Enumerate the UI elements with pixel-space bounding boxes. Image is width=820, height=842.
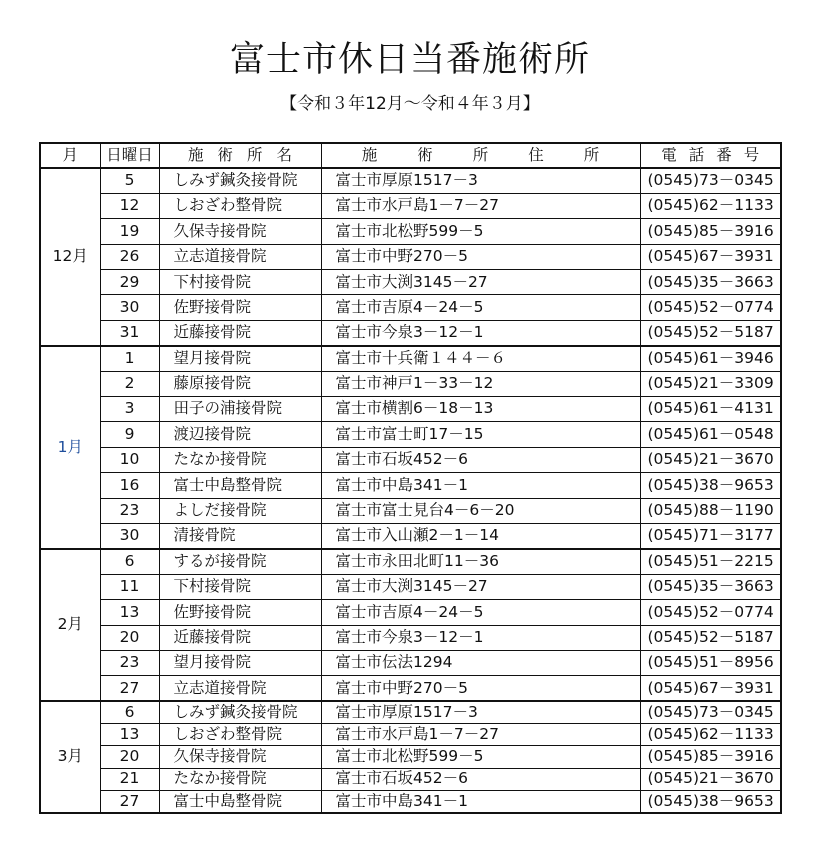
header-address: 施術所住所 [321,143,640,168]
day-cell: 21 [100,768,159,790]
phone-cell: (0545)51－8956 [640,650,781,675]
clinic-name-cell: 渡辺接骨院 [159,422,321,447]
schedule-row [40,724,781,746]
schedule-row [40,371,781,396]
schedule-row [40,320,781,345]
phone-cell: (0545)88－1190 [640,498,781,523]
clinic-name-cell: 富士中島整骨院 [159,790,321,812]
schedule-row [40,701,781,723]
day-cell: 20 [100,746,159,768]
clinic-name-cell: 藤原接骨院 [159,371,321,396]
schedule-row [40,346,781,371]
header-month: 月 [40,143,100,168]
clinic-name-cell: しみず鍼灸接骨院 [159,701,321,723]
day-cell: 30 [100,295,159,320]
phone-cell: (0545)71－3177 [640,523,781,548]
clinic-name-cell: 近藤接骨院 [159,625,321,650]
schedule-row [40,447,781,472]
address-cell: 富士市水戸島1－7－27 [321,193,640,218]
day-cell: 16 [100,473,159,498]
day-cell: 29 [100,270,159,295]
clinic-name-cell: 立志道接骨院 [159,244,321,269]
address-cell: 富士市吉原4－24－5 [321,295,640,320]
address-cell: 富士市石坂452－6 [321,768,640,790]
day-cell: 12 [100,193,159,218]
month-cell: 3月 [40,701,100,812]
address-cell: 富士市中島341－1 [321,473,640,498]
day-cell: 19 [100,219,159,244]
month-cell: 1月 [40,346,100,549]
phone-cell: (0545)67－3931 [640,676,781,701]
address-cell: 富士市石坂452－6 [321,447,640,472]
address-cell: 富士市厚原1517－3 [321,168,640,193]
schedule-row [40,625,781,650]
phone-cell: (0545)51－2215 [640,549,781,574]
clinic-name-cell: 立志道接骨院 [159,676,321,701]
address-cell: 富士市十兵衛１４４－６ [321,346,640,371]
address-cell: 富士市中島341－1 [321,790,640,812]
phone-cell: (0545)61－3946 [640,346,781,371]
clinic-name-cell: 清接骨院 [159,523,321,548]
day-cell: 5 [100,168,159,193]
day-cell: 3 [100,397,159,422]
page-title: 富士市休日当番施術所 [229,40,590,80]
address-cell: 富士市富士見台4－6－20 [321,498,640,523]
clinic-name-cell: 望月接骨院 [159,650,321,675]
schedule-row [40,600,781,625]
day-cell: 23 [100,650,159,675]
schedule-row [40,193,781,218]
clinic-name-cell: しみず鍼灸接骨院 [159,168,321,193]
schedule-row [40,650,781,675]
schedule-row [40,498,781,523]
phone-cell: (0545)73－0345 [640,701,781,723]
clinic-name-cell: よしだ接骨院 [159,498,321,523]
phone-cell: (0545)67－3931 [640,244,781,269]
phone-cell: (0545)61－4131 [640,397,781,422]
address-cell: 富士市吉原4－24－5 [321,600,640,625]
day-cell: 30 [100,523,159,548]
phone-cell: (0545)52－5187 [640,320,781,345]
schedule-row [40,244,781,269]
day-cell: 23 [100,498,159,523]
address-cell: 富士市水戸島1－7－27 [321,724,640,746]
day-cell: 13 [100,724,159,746]
day-cell: 26 [100,244,159,269]
phone-cell: (0545)52－0774 [640,600,781,625]
day-cell: 9 [100,422,159,447]
clinic-name-cell: 下村接骨院 [159,574,321,599]
clinic-name-cell: 佐野接骨院 [159,295,321,320]
phone-cell: (0545)73－0345 [640,168,781,193]
phone-cell: (0545)38－9653 [640,473,781,498]
day-cell: 20 [100,625,159,650]
schedule-row [40,746,781,768]
day-cell: 27 [100,790,159,812]
day-cell: 6 [100,701,159,723]
day-cell: 13 [100,600,159,625]
address-cell: 富士市大渕3145－27 [321,574,640,599]
day-cell: 27 [100,676,159,701]
schedule-body [40,168,781,813]
schedule-row [40,549,781,574]
schedule-row [40,790,781,812]
day-cell: 31 [100,320,159,345]
phone-cell: (0545)52－0774 [640,295,781,320]
clinic-name-cell: するが接骨院 [159,549,321,574]
clinic-name-cell: 佐野接骨院 [159,600,321,625]
phone-cell: (0545)38－9653 [640,790,781,812]
address-cell: 富士市北松野599－5 [321,219,640,244]
address-cell: 富士市北松野599－5 [321,746,640,768]
address-cell: 富士市富士町17－15 [321,422,640,447]
phone-cell: (0545)21－3309 [640,371,781,396]
address-cell: 富士市大渕3145－27 [321,270,640,295]
day-cell: 1 [100,346,159,371]
phone-cell: (0545)85－3916 [640,746,781,768]
header-name: 施術所名 [159,143,321,168]
address-cell: 富士市今泉3－12－1 [321,625,640,650]
clinic-name-cell: たなか接骨院 [159,447,321,472]
schedule-row [40,574,781,599]
schedule-row [40,676,781,701]
clinic-name-cell: しおざわ整骨院 [159,193,321,218]
schedule-row [40,473,781,498]
schedule-row [40,397,781,422]
address-cell: 富士市今泉3－12－1 [321,320,640,345]
clinic-name-cell: 近藤接骨院 [159,320,321,345]
address-cell: 富士市神戸1－33－12 [321,371,640,396]
phone-cell: (0545)21－3670 [640,447,781,472]
header-tel: 電話番号 [640,143,781,168]
phone-cell: (0545)61－0548 [640,422,781,447]
schedule-row [40,422,781,447]
address-cell: 富士市厚原1517－3 [321,701,640,723]
clinic-name-cell: 久保寺接骨院 [159,746,321,768]
day-cell: 11 [100,574,159,599]
period-subtitle: 【令和３年12月～令和４年３月】 [280,94,540,114]
address-cell: 富士市伝法1294 [321,650,640,675]
phone-cell: (0545)85－3916 [640,219,781,244]
schedule-table [39,142,782,814]
address-cell: 富士市中野270－5 [321,676,640,701]
phone-cell: (0545)35－3663 [640,270,781,295]
address-cell: 富士市横割6－18－13 [321,397,640,422]
clinic-name-cell: 下村接骨院 [159,270,321,295]
phone-cell: (0545)35－3663 [640,574,781,599]
month-cell: 2月 [40,549,100,701]
phone-cell: (0545)21－3670 [640,768,781,790]
address-cell: 富士市入山瀬2－1－14 [321,523,640,548]
clinic-name-cell: 望月接骨院 [159,346,321,371]
schedule-row [40,219,781,244]
phone-cell: (0545)52－5187 [640,625,781,650]
clinic-name-cell: たなか接骨院 [159,768,321,790]
clinic-name-cell: 田子の浦接骨院 [159,397,321,422]
address-cell: 富士市永田北町11－36 [321,549,640,574]
day-cell: 6 [100,549,159,574]
phone-cell: (0545)62－1133 [640,724,781,746]
schedule-row [40,768,781,790]
schedule-row [40,270,781,295]
header-row [40,143,781,168]
schedule-row [40,523,781,548]
day-cell: 10 [100,447,159,472]
schedule-row [40,168,781,193]
header-day: 日曜日 [100,143,159,168]
clinic-name-cell: 久保寺接骨院 [159,219,321,244]
clinic-name-cell: 富士中島整骨院 [159,473,321,498]
day-cell: 2 [100,371,159,396]
clinic-name-cell: しおざわ整骨院 [159,724,321,746]
schedule-row [40,295,781,320]
phone-cell: (0545)62－1133 [640,193,781,218]
address-cell: 富士市中野270－5 [321,244,640,269]
month-cell: 12月 [40,168,100,346]
